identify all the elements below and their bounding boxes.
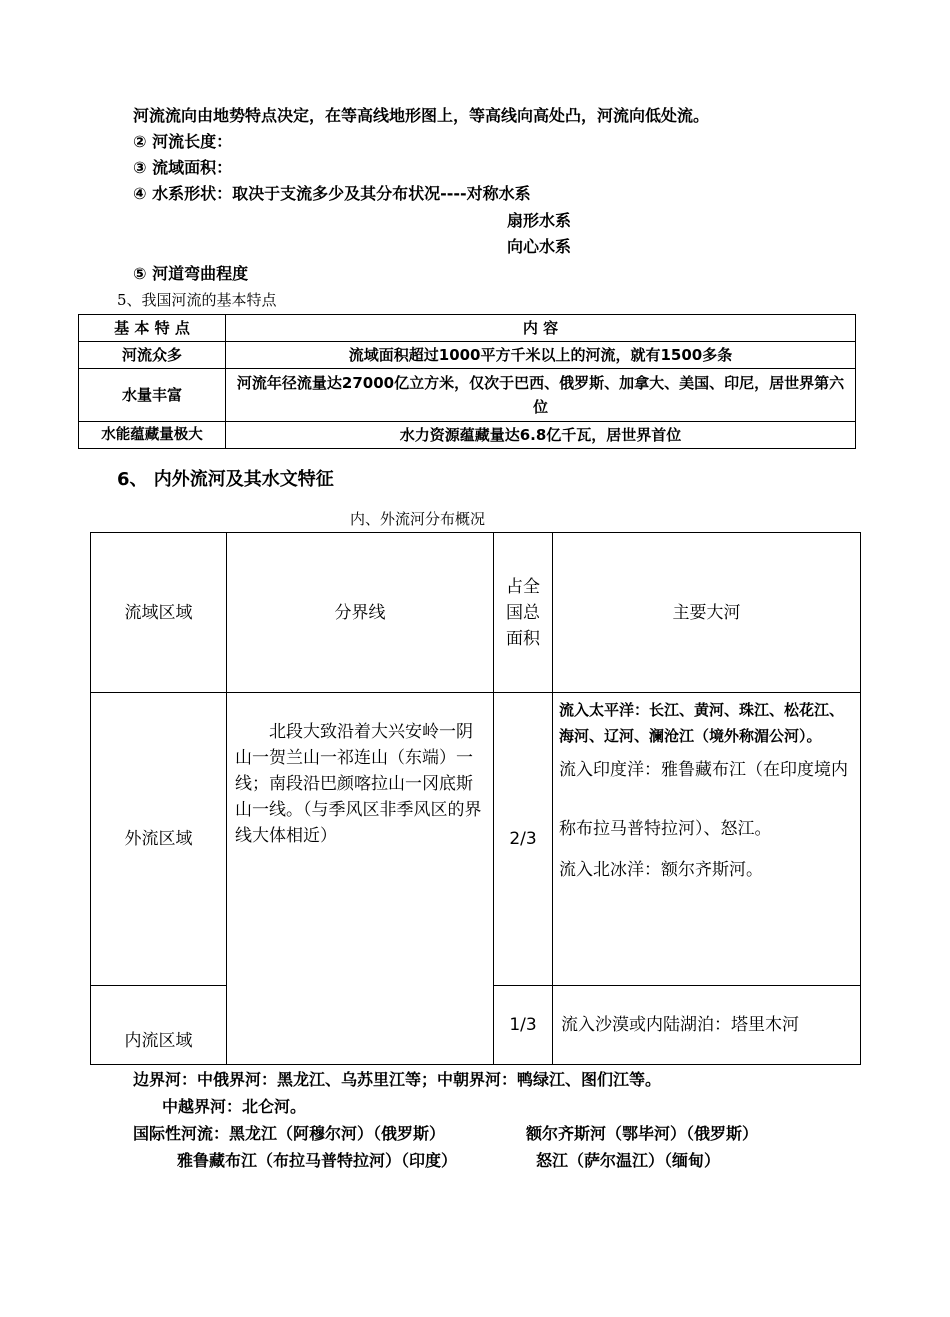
header-rivers: 主要大河 — [553, 533, 861, 693]
table-row — [79, 369, 856, 422]
table-header-row — [91, 533, 861, 693]
border-rivers-line: 边界河：中俄界河：黑龙江、乌苏里江等；中朝界河：鸭绿江、图们江等。 — [133, 1070, 662, 1089]
intro-basin-area: ③ 流域面积： — [133, 158, 233, 177]
river-distribution-table — [90, 532, 861, 1065]
intro-fan-pattern: 扇形水系 — [507, 211, 572, 230]
header-region: 流域区域 — [91, 533, 227, 693]
outer-rivers-cell — [553, 693, 861, 986]
table-row — [79, 422, 856, 449]
inner-share-cell: 1/3 — [494, 986, 553, 1065]
outer-region-cell: 外流区域 — [91, 693, 227, 986]
header-feature: 基 本 特 点 — [79, 315, 226, 342]
boundary-line-cell: 北段大致沿着大兴安岭一阴山一贺兰山一祁连山（东端）一线；南段沿巴颜喀拉山一冈底斯山一线。（与季风区非季风区的界线大体相近） — [227, 693, 494, 1065]
table-row — [79, 342, 856, 369]
intro-meander-degree: ⑤ 河道弯曲程度 — [133, 264, 249, 283]
intro-flow-direction: 河流流向由地势特点决定，在等高线地形图上，等高线向高处凸，河流向低处流。 — [133, 106, 710, 125]
river-features-table — [78, 314, 856, 449]
inner-region-cell: 内流区域 — [91, 986, 227, 1065]
international-rivers-irtysh: 额尔齐斯河（鄂毕河）（俄罗斯） — [526, 1124, 759, 1143]
table-caption: 内、外流河分布概况 — [350, 510, 486, 528]
header-share: 占全国总面积 — [494, 533, 553, 693]
pacific-rivers: 流入太平洋：长江、黄河、珠江、松花江、海河、辽河、澜沧江（境外称湄公河）。 — [559, 701, 845, 745]
feature-cell: 水量丰富 — [79, 369, 226, 422]
section6-heading: 6、 内外流河及其水文特征 — [117, 469, 334, 490]
international-rivers-nu: 怒江（萨尔温江）（缅甸） — [536, 1151, 721, 1170]
section5-heading: 5、我国河流的基本特点 — [117, 291, 277, 309]
table-header-row — [79, 315, 856, 342]
table-row-outer — [91, 693, 861, 986]
header-boundary: 分界线 — [227, 533, 494, 693]
intro-centripetal-pattern: 向心水系 — [507, 237, 572, 256]
feature-cell: 河流众多 — [79, 342, 226, 369]
content-cell: 河流年径流量达27000亿立方米，仅次于巴西、俄罗斯、加拿大、美国、印尼，居世界第六位 — [226, 369, 856, 422]
intro-river-length: ② 河流长度： — [133, 132, 233, 151]
inner-rivers-cell: 流入沙漠或内陆湖泊：塔里木河 — [553, 986, 861, 1065]
international-rivers-yarlung: 雅鲁藏布江（布拉马普特拉河）（印度） — [177, 1151, 458, 1170]
sino-vietnam-border-river: 中越界河：北仑河。 — [162, 1097, 307, 1116]
content-cell: 水力资源蕴藏量达6.8亿千瓦，居世界首位 — [226, 422, 856, 449]
header-content: 内 容 — [226, 315, 856, 342]
international-rivers-heilongjiang: 国际性河流：黑龙江（阿穆尔河）（俄罗斯） — [133, 1124, 446, 1143]
outer-share-cell: 2/3 — [494, 693, 553, 986]
feature-cell: 水能蕴藏量极大 — [79, 422, 226, 449]
arctic-rivers: 流入北冰洋：额尔齐斯河。 — [559, 860, 763, 880]
indian-rivers: 流入印度洋：雅鲁藏布江（在印度境内称布拉马普特拉河）、怒江。 — [559, 760, 848, 839]
content-cell: 流域面积超过1000平方千米以上的河流，就有1500多条 — [226, 342, 856, 369]
intro-drainage-pattern: ④ 水系形状：取决于支流多少及其分布状况----对称水系 — [133, 184, 531, 203]
